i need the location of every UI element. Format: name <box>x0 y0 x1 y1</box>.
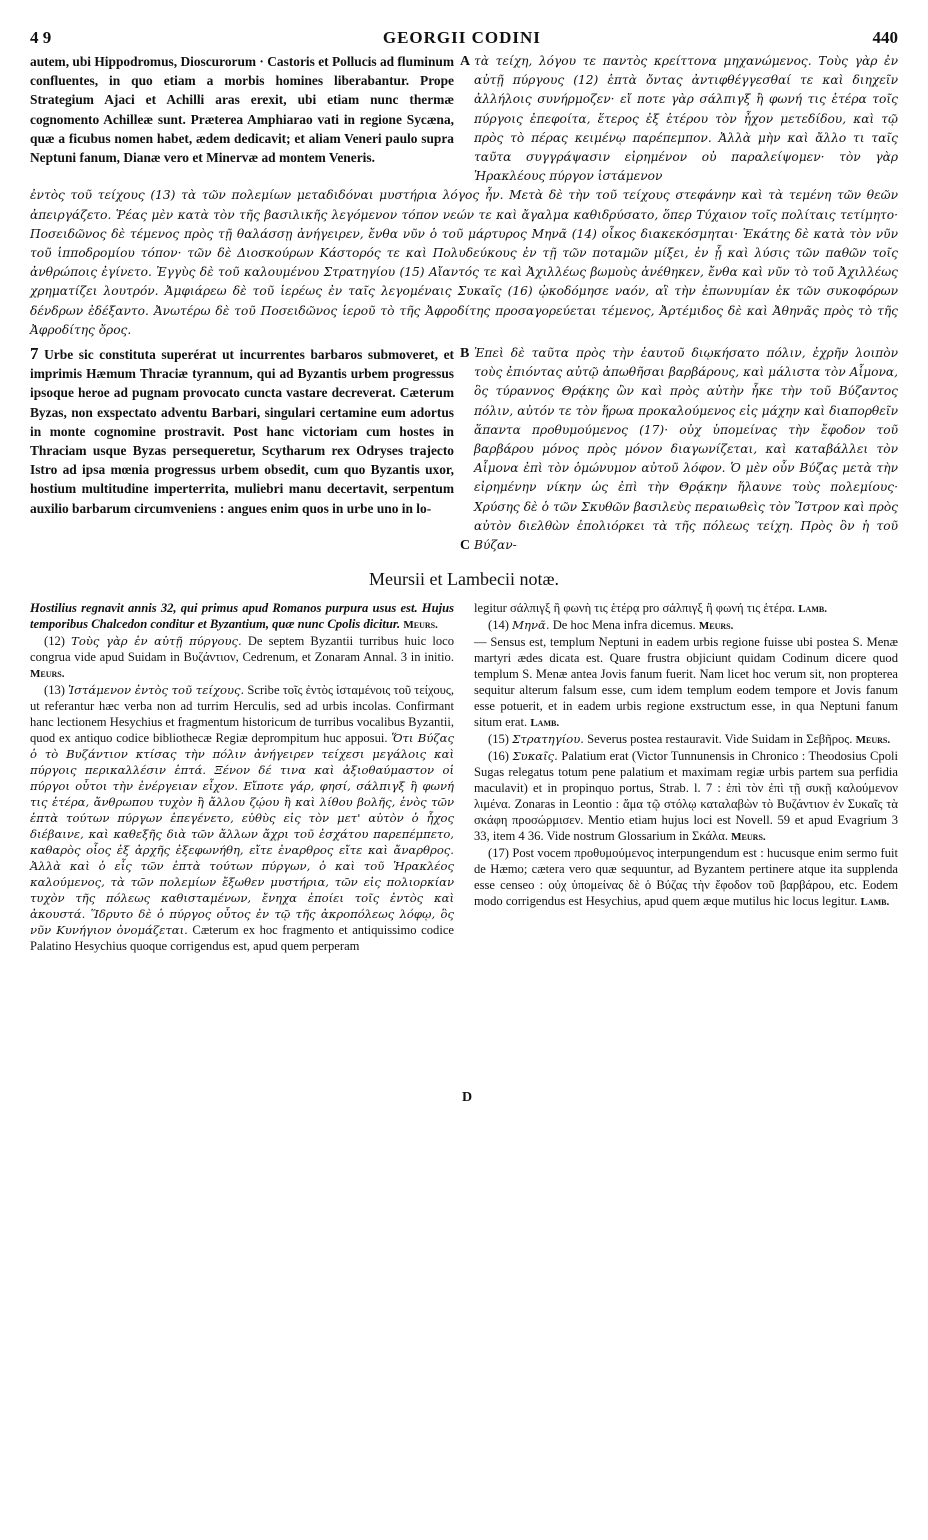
latin-paragraph-b: Urbe sic constituta superérat ut incurrentes barbaros submoveret, et imprimis Hæmum Thraciæ tyrannum, qui ad Byzantis urbem progressus ipsoque heroe ad pugnam provocato cuncta vastare decreverat. Cæterum Byzas, non exspectato adventu Barbari, singulari certamine eum adortus in monte cognomine prostravit. Post hanc victoriam cum hostes in Thraciam usque Byzas persequeretur, Scytharum rex Odryses trajecto Istro ad ipsa mœnia progressus urbem obsedit, cum quo Byzantis uxor, hostium multitudine imperterrita, muliebri manu decertavit, serpentum auxilio barbarum circumveniens : angues enim quos in urbe uno in lo- <box>30 347 454 516</box>
greek-paragraph-a: τὰ τείχη, λόγου τε παντὸς κρείττονα μηχανώμενος. Τοὺς γὰρ ἐν αὐτῇ πύργους (12) ἑπτὰ ὄντας ἀντιφθέγγεσθαί τε καὶ διηχεῖν ἀλλήλοις συνήρμοζεν· εἴ ποτε γὰρ σάλπιγξ ἢ φωνή τις ἑτέρα τοῖς πύργοις ἐπεφοίτα, ἕτερος ἐξ ἑτέρου τὸν ἦχον μετεδίδου, καὶ τῷ πρὸς τὸ πέρας κειμένῳ παρέπεμπον. Ἀλλὰ μὴν καὶ ἄλλο τι ταῖς ταῦτα συγγράψασιν εἰρημένον οὐ παραλείψομεν· τὸν γὰρ Ἡρακλέους πύργον ἱστάμενον <box>474 54 898 184</box>
note-entry: (13) Ἱστάμενον ἐντὸς τοῦ τείχους. Scribe τοῖς ἐντὸς ἱσταμένοις τοῦ τείχους, ut referantur hæc verba non ad turrim Herculis, sed ad urbis incolas. Confirmant hanc lectionem Hesychius et fragmentum historicum de turribus vocalibus Byzantii, quod ex antiquo codice bibliothecæ Regiæ deprompitum huc apposui. Ὅτι Βύζας ὁ τὸ Βυζάντιον κτίσας τὴν πόλιν ἀνήγειρεν τείχεσι μεγάλοις καὶ πύργοις περικαλλέσιν ἑπτά. Ξένον δέ τινα καὶ ἀξιοθαύμαστον οἱ πύργοι οὗτοι τὴν ἐνέργειαν εἶχον. Εἴποτε γάρ, φησί, σάλπιγξ ἢ φωνή τις ἑτέρα, ἄνθρωπου τυχὸν ἢ ἄλλου ζῴου ἢ καὶ λίθου βολῆς, ἑνὸς τῶν ἑπτὰ τούτων πύργων ἐπεγένετο, εὐθὺς εἰς τὸν μετ' αὐτὸν ὁ ἦχος διέβαινε, καὶ καθεξῆς διὰ τῶν ἄλλων ἄχρι τοῦ ἐσχάτου παρεπέμπετο, καθαρὸς οἷος ἐξ ἀρχῆς ἐξεφωνήθη, εἴτε ἐναρθρος εἴτε καὶ ἄναρθρος. Ἀλλὰ καὶ ὁ εἷς τῶν ἑπτὰ τούτων πύργων, ὁ καὶ τοῦ Ἡρακλέος καλούμενος, τὰ τῶν πολεμίων ἔξωθεν μυστήρια, τῶν εἰς πολιορκίαν τυχὸν τῆς πόλεως καθισταμένων, ἔνηχα ἐποίει τοῖς ἐντὸς καὶ ἀκουστά. Ἵδρυτο δὲ ὁ πύργος οὗτος ἐν τῷ τῆς ἀκροπόλεως λόφῳ, ὃς νῦν Κυνήγιον ὀνομάζεται. Cæterum ex hoc fragmento et antiquissimo codice Palatino Hesychius quoque corrigendus est, apud quem perperam <box>30 683 454 954</box>
margin-marker-d: D <box>462 1090 473 1106</box>
notes-heading: Meursii et Lambecii notæ. <box>369 569 559 590</box>
latin-paragraph-a: autem, ubi Hippodromus, Dioscurorum · Castoris et Pollucis ad fluminum confluentes, in quo etiam a morbis homines liberabantur. Prope Strategium Ajaci et Achilli aras erexit, ubi etiam nunc thermæ cognomento Achilleæ sunt. Præterea Amphiarao vati in regione Sycæna, quæ a ficubus nomen habet, ædem dedicavit; et aliam Veneri paulo supra Neptuni fanum, Dianæ vero et Minervæ ad montem Veneris. <box>30 54 454 166</box>
document-page <box>30 28 898 1106</box>
section-a <box>30 52 898 186</box>
page-number-right: 440 <box>872 28 898 47</box>
notes-right-column <box>464 600 898 954</box>
greek-full-width-paragraph: ἐντὸς τοῦ τείχους (13) τὰ τῶν πολεμίων μεταδιδόναι μυστήρια λόγος ἦν. Μετὰ δὲ τὴν τοῦ τείχους στεφάνην καὶ τὰ τεμένη τῶν θεῶν ἀπειργάζετο. Ῥέας μὲν κατὰ τὸν τῆς βασιλικῆς λεγόμενον τόπον νεών τε καὶ ἄγαλμα καθιδρύσατο, ὅπερ Τύχαιον τοῖς πολίταις τετίμητο· Ποσειδῶνος δὲ τέμενος πρὸς τῇ θαλάσσῃ ἀνήγειρεν, ἔνθα νῦν ὁ τοῦ μάρτυρος Μηνᾶ (14) οἶκος διακεκόσμηται· Ἑκάτης δὲ κατὰ τὸν νῦν τοῦ ἱπποδρομίου τόπον· τῶν δὲ Διοσκούρων Κάστορός τε καὶ Πολυδεύκους ἐν τῇ τῶν ποταμῶν μίξει, ἐν ᾗ καὶ λύσις τῶν παθῶν τοῖς ἀνθρώποις ἐγίνετο. Ἐγγὺς δὲ τοῦ καλουμένου Στρατηγίου (15) Αἴαντός τε καὶ Ἀχιλλέως βωμοὺς ἀνέθηκεν, ἔνθα καὶ νῦν τὸ τοῦ Ἀχιλλέως χρηματίζει λουτρόν. Ἀμφιάρεω δὲ τοῦ ἱερέως ἐν ταῖς λεγομέναις Συκαῖς (16) ᾠκοδόμησε ναόν, αἳ τὴν ἐπωνυμίαν ἐκ τῶν συκοφόρων δένδρων ἐδέξαντο. Ἀνωτέρω δὲ τοῦ Ποσειδῶνος ἱεροῦ τὸ τῆς Ἀφροδίτης προσαγορεύεται τέμενος, Ἀρτέμιδος δὲ καὶ Ἀθηνᾶς πρὸς τὸ τῆς Ἀφροδίτης ὄρος. <box>30 188 898 337</box>
margin-marker-a: A <box>460 54 471 69</box>
section-number: 7 <box>30 344 39 364</box>
note-entry: Hostilius regnavit annis 32, qui primus apud Romanos purpura usus est. Hujus temporibus Chalcedon conditur et Byzantium, quæ nunc Cpolis dicitur. Meurs. <box>30 601 454 632</box>
greek-paragraph-b: Ἐπεὶ δὲ ταῦτα πρὸς τὴν ἑαυτοῦ διῳκήσατο πόλιν, ἐχρῆν λοιπὸν τοὺς ἐπιόντας αὐτῷ ἀπωθῆσαι βαρβάρους, καὶ μάλιστα τὸν Αἷμονα, ὃς τύραννος Θρᾴκης ὢν καὶ πρὸς αὐτὴν ἧκε τὴν τοῦ Βύζαντος πόλιν, αὐτόν τε τὸν ἥρωα προκαλούμενος εἰς μάχην καὶ διαπορθεῖν ἅπαντα προθυμούμενος (17)· οὐχ ὑπομείνας τὴν ἔφοδον τοῦ βαρβάρου μόνος πρὸς μόνον διαγωνίζεται, καὶ καταβάλλει τὸν Αἷμονα ἐπὶ τὸν ὁμώνυμον αὐτοῦ λόφον. Ὁ μὲν οὖν Βύζας μετὰ τὴν εἰρημένην νίκην ὡς ἐπὶ τὴν Θρᾴκην ἤλαυνε τοὺς πολεμίους· Χρύσης δὲ ὁ τῶν Σκυθῶν βασιλεὺς περαιωθεὶς τὸν Ἴστρον καὶ πρὸς αὐτὸν διελθὼν ἐπολιόρκει τὰ τῆς πόλεως τείχη. Πρὸς ὃν ἡ τοῦ Βύζαν- <box>474 346 898 553</box>
note-entry: — Sensus est, templum Neptuni in eadem urbis regione fuisse ubi postea S. Menæ martyri ædes dicata est. Quare frustra objiciunt quidam Codinum dicere quod templum S. Menæ antea Jovis fanum fuerit. Nam licet hoc verum sit, non propterea sequitur alterum falsum esse, cum idem templum eodem tempore et Jovis fanum esse potuerit, et in eadem urbis regione exstructum esse, in qua Neptuni fanum situm erat. Lamb. <box>474 635 898 730</box>
margin-marker-b: B <box>460 346 470 362</box>
note-entry: (14) Μηνᾶ. De hoc Mena infra dicemus. Meurs. <box>488 618 734 633</box>
notes-left-column <box>30 600 464 954</box>
note-entry: (12) Τοὺς γὰρ ἐν αὐτῇ πύργους. De septem Byzantii turribus huic loco congrua vide apud Suidam in Βυζάντιον, Cedrenum, et Zonaram Annal. 3 in initio. Meurs. <box>30 634 454 681</box>
main-text <box>30 52 898 555</box>
running-title: GEORGII CODINI <box>382 28 541 47</box>
note-entry: (16) Συκαῖς. Palatium erat (Victor Tunnunensis in Chronico : Theodosius Cpoli Sugas relegatus totum pene palatium et maximam regiæ urbis partem sua perfidia maculavit) et in propinquo portus, Strab. l. 7 : ἐπὶ τὸν ἐπὶ τῇ συκῇ καλούμενον λιμένα. Zonaras in Leontio : ἅμα τῷ στόλῳ καταλαβὼν τὸ Βυζάντιον ἐν Συκαῖς τὰ σκάφη προσώρμισεν. Mentio etiam hujus loci est Novell. 59 et apud Evagrium 3 33, item 4 36. Vide nostrum Glossarium in Σκάλα. Meurs. <box>474 749 898 844</box>
margin-marker-c: C <box>460 538 471 554</box>
running-header <box>30 28 898 50</box>
page-number-left: 4 9 <box>30 28 52 47</box>
notes-section <box>30 600 898 1106</box>
note-entry: (17) Post vocem προθυμούμενος interpungendum est : hucusque enim sermo fuit de Hæmo; cætera vero quæ sequuntur, ad Byzantem pertinere atque ita supplenda esse censeo : οὐχ ὑπομείνας δὲ ὁ Βύζας τὴν ἔφοδον τοῦ βαρβάρου, etc. Eodem modo corrigendus est Hesychius, apud quem æque mutilus hic locus legitur. Lamb. <box>474 846 898 909</box>
note-entry: (15) Στρατηγίου. Severus postea restauravit. Vide Suidam in Σεβῆρος. Meurs. <box>488 732 891 747</box>
note-entry: legitur σάλπιγξ ἢ φωνὴ τις ἑτέρᾳ pro σάλπιγξ ἢ φωνή τις ἑτέρα. Lamb. <box>474 601 827 616</box>
section-b <box>30 344 898 555</box>
